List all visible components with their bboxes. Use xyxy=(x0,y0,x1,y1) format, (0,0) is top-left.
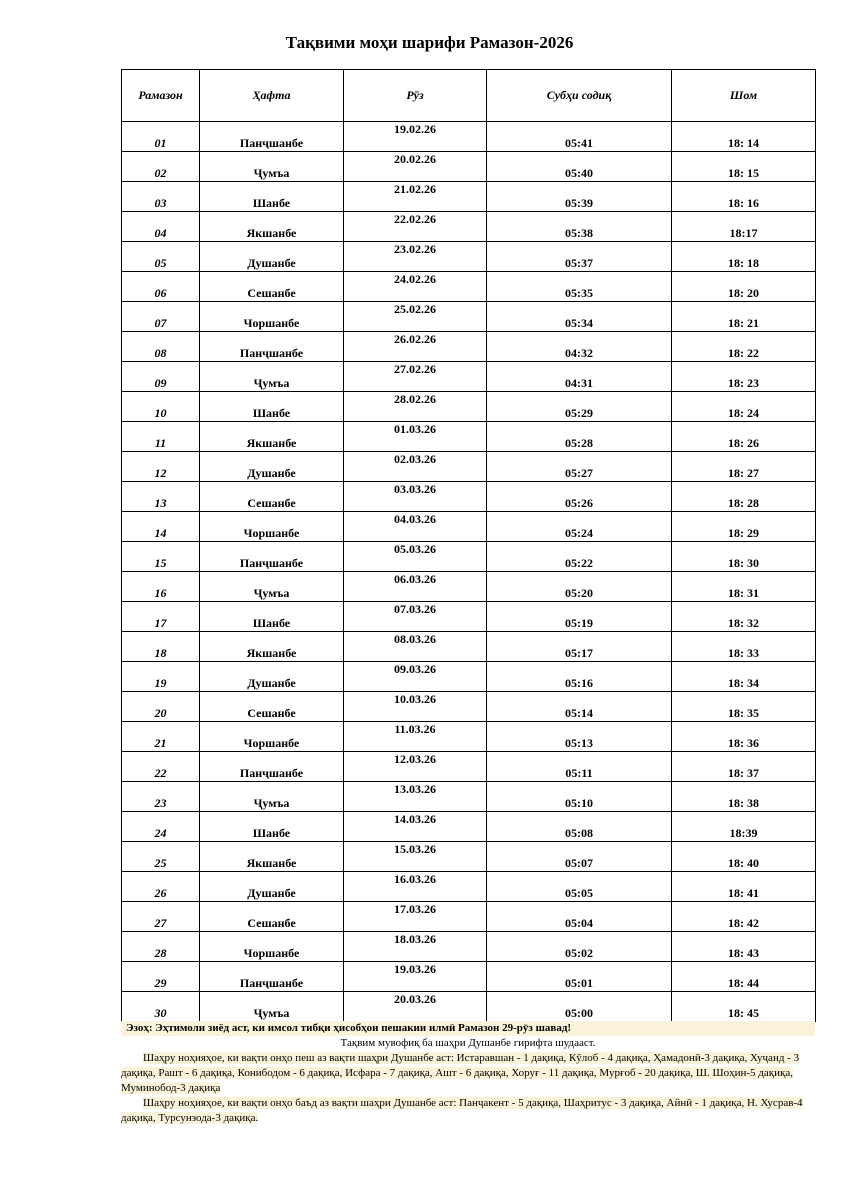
weekday-cell: Душанбе xyxy=(200,872,344,902)
date-cell: 07.03.26 xyxy=(344,602,487,632)
table-row xyxy=(122,332,816,362)
ramadan-day-number: 06 xyxy=(122,272,200,302)
later-cities-note: Шаҳру ноҳияҳое, ки вақти онҳо баъд аз вақти шаҳри Душанбе аст: Панҷакент - 5 дақиқа, Шаҳритус - 3 дақиқа, Айнӣ - 1 дақиқа, Н. Хусрав-4 дақиқа, Турсунзода-3 дақиқа. xyxy=(121,1097,803,1124)
table-row xyxy=(122,482,816,512)
fajr-time-cell: 05:02 xyxy=(487,932,672,962)
table-row xyxy=(122,512,816,542)
fajr-time-cell: 05:14 xyxy=(487,692,672,722)
maghrib-time-cell: 18: 30 xyxy=(672,542,816,572)
table-row xyxy=(122,272,816,302)
header-fajr: Субҳи содиқ xyxy=(487,70,672,122)
weekday-cell: Якшанбе xyxy=(200,212,344,242)
maghrib-time-cell: 18:17 xyxy=(672,212,816,242)
weekday-cell: Панҷшанбе xyxy=(200,542,344,572)
table-row xyxy=(122,242,816,272)
table-row xyxy=(122,362,816,392)
fajr-time-cell: 05:11 xyxy=(487,752,672,782)
maghrib-time-cell: 18: 15 xyxy=(672,152,816,182)
weekday-cell: Душанбе xyxy=(200,242,344,272)
ramadan-day-number: 07 xyxy=(122,302,200,332)
date-cell: 02.03.26 xyxy=(344,452,487,482)
table-row xyxy=(122,602,816,632)
ramadan-day-number: 22 xyxy=(122,752,200,782)
date-cell: 11.03.26 xyxy=(344,722,487,752)
weekday-cell: Ҷумъа xyxy=(200,992,344,1022)
ramadan-day-number: 21 xyxy=(122,722,200,752)
maghrib-time-cell: 18: 36 xyxy=(672,722,816,752)
header-weekday: Ҳафта xyxy=(200,70,344,122)
date-cell: 04.03.26 xyxy=(344,512,487,542)
fajr-time-cell: 05:05 xyxy=(487,872,672,902)
fajr-time-cell: 05:20 xyxy=(487,572,672,602)
table-row xyxy=(122,662,816,692)
date-cell: 18.03.26 xyxy=(344,932,487,962)
ramadan-day-number: 11 xyxy=(122,422,200,452)
maghrib-time-cell: 18: 27 xyxy=(672,452,816,482)
ramadan-day-number: 04 xyxy=(122,212,200,242)
weekday-cell: Шанбе xyxy=(200,392,344,422)
ramadan-day-number: 29 xyxy=(122,962,200,992)
fajr-time-cell: 05:10 xyxy=(487,782,672,812)
weekday-cell: Душанбе xyxy=(200,662,344,692)
date-cell: 28.02.26 xyxy=(344,392,487,422)
date-cell: 21.02.26 xyxy=(344,182,487,212)
table-row xyxy=(122,122,816,152)
fajr-time-cell: 05:07 xyxy=(487,842,672,872)
maghrib-time-cell: 18: 45 xyxy=(672,992,816,1022)
date-cell: 06.03.26 xyxy=(344,572,487,602)
date-cell: 27.02.26 xyxy=(344,362,487,392)
ramadan-day-number: 14 xyxy=(122,512,200,542)
date-cell: 26.02.26 xyxy=(344,332,487,362)
notes-section xyxy=(121,1021,815,1126)
date-cell: 19.03.26 xyxy=(344,962,487,992)
table-body xyxy=(122,122,816,1022)
maghrib-time-cell: 18: 44 xyxy=(672,962,816,992)
weekday-cell: Сешанбе xyxy=(200,272,344,302)
date-cell: 14.03.26 xyxy=(344,812,487,842)
weekday-cell: Панҷшанбе xyxy=(200,332,344,362)
ramadan-day-number: 20 xyxy=(122,692,200,722)
table-row xyxy=(122,842,816,872)
ramadan-day-number: 19 xyxy=(122,662,200,692)
weekday-cell: Сешанбе xyxy=(200,902,344,932)
fajr-time-cell: 04:32 xyxy=(487,332,672,362)
weekday-cell: Ҷумъа xyxy=(200,152,344,182)
ramadan-day-number: 17 xyxy=(122,602,200,632)
date-cell: 16.03.26 xyxy=(344,872,487,902)
maghrib-time-cell: 18: 40 xyxy=(672,842,816,872)
maghrib-time-cell: 18:39 xyxy=(672,812,816,842)
maghrib-time-cell: 18: 18 xyxy=(672,242,816,272)
ramadan-calendar-table xyxy=(121,69,816,1022)
ramadan-day-number: 10 xyxy=(122,392,200,422)
ramadan-day-number: 02 xyxy=(122,152,200,182)
table-row xyxy=(122,452,816,482)
weekday-cell: Якшанбе xyxy=(200,632,344,662)
date-cell: 19.02.26 xyxy=(344,122,487,152)
ramadan-day-number: 01 xyxy=(122,122,200,152)
maghrib-time-cell: 18: 20 xyxy=(672,272,816,302)
weekday-cell: Шанбе xyxy=(200,182,344,212)
table-row xyxy=(122,302,816,332)
fajr-time-cell: 05:17 xyxy=(487,632,672,662)
table-row xyxy=(122,212,816,242)
fajr-time-cell: 05:34 xyxy=(487,302,672,332)
date-cell: 17.03.26 xyxy=(344,902,487,932)
table-row xyxy=(122,932,816,962)
date-cell: 24.02.26 xyxy=(344,272,487,302)
date-cell: 09.03.26 xyxy=(344,662,487,692)
ramadan-day-number: 27 xyxy=(122,902,200,932)
maghrib-time-cell: 18: 43 xyxy=(672,932,816,962)
maghrib-time-cell: 18: 42 xyxy=(672,902,816,932)
date-cell: 20.03.26 xyxy=(344,992,487,1022)
fajr-time-cell: 05:29 xyxy=(487,392,672,422)
weekday-cell: Чоршанбе xyxy=(200,302,344,332)
weekday-cell: Чоршанбе xyxy=(200,512,344,542)
maghrib-time-cell: 18: 41 xyxy=(672,872,816,902)
date-cell: 25.02.26 xyxy=(344,302,487,332)
weekday-cell: Панҷшанбе xyxy=(200,122,344,152)
table-row xyxy=(122,392,816,422)
ramadan-day-number: 18 xyxy=(122,632,200,662)
ramadan-day-number: 15 xyxy=(122,542,200,572)
table-row xyxy=(122,422,816,452)
maghrib-time-cell: 18: 28 xyxy=(672,482,816,512)
maghrib-time-cell: 18: 22 xyxy=(672,332,816,362)
weekday-cell: Ҷумъа xyxy=(200,782,344,812)
warning-note: Эзоҳ: Эҳтимоли зиёд аст, ки имсол тибқи ҳисобҳои пешакии илмӣ Рамазон 29-рӯз шавад! xyxy=(121,1021,815,1036)
date-cell: 08.03.26 xyxy=(344,632,487,662)
fajr-time-cell: 05:22 xyxy=(487,542,672,572)
date-cell: 03.03.26 xyxy=(344,482,487,512)
ramadan-day-number: 30 xyxy=(122,992,200,1022)
weekday-cell: Сешанбе xyxy=(200,482,344,512)
fajr-time-cell: 04:31 xyxy=(487,362,672,392)
maghrib-time-cell: 18: 24 xyxy=(672,392,816,422)
weekday-cell: Шанбе xyxy=(200,812,344,842)
table-row xyxy=(122,152,816,182)
fajr-time-cell: 05:38 xyxy=(487,212,672,242)
table-row xyxy=(122,902,816,932)
weekday-cell: Ҷумъа xyxy=(200,362,344,392)
header-maghrib: Шом xyxy=(672,70,816,122)
maghrib-time-cell: 18: 29 xyxy=(672,512,816,542)
ramadan-day-number: 25 xyxy=(122,842,200,872)
maghrib-time-cell: 18: 14 xyxy=(672,122,816,152)
weekday-cell: Душанбе xyxy=(200,452,344,482)
fajr-time-cell: 05:41 xyxy=(487,122,672,152)
date-cell: 10.03.26 xyxy=(344,692,487,722)
fajr-time-cell: 05:00 xyxy=(487,992,672,1022)
weekday-cell: Панҷшанбе xyxy=(200,962,344,992)
ramadan-day-number: 24 xyxy=(122,812,200,842)
maghrib-time-cell: 18: 37 xyxy=(672,752,816,782)
weekday-cell: Якшанбе xyxy=(200,422,344,452)
date-cell: 05.03.26 xyxy=(344,542,487,572)
maghrib-time-cell: 18: 35 xyxy=(672,692,816,722)
table-row xyxy=(122,812,816,842)
maghrib-time-cell: 18: 33 xyxy=(672,632,816,662)
maghrib-time-cell: 18: 26 xyxy=(672,422,816,452)
table-row xyxy=(122,752,816,782)
table-row xyxy=(122,962,816,992)
ramadan-day-number: 08 xyxy=(122,332,200,362)
maghrib-time-cell: 18: 31 xyxy=(672,572,816,602)
weekday-cell: Чоршанбе xyxy=(200,932,344,962)
weekday-cell: Шанбе xyxy=(200,602,344,632)
weekday-cell: Чоршанбе xyxy=(200,722,344,752)
fajr-time-cell: 05:01 xyxy=(487,962,672,992)
table-row xyxy=(122,992,816,1022)
fajr-time-cell: 05:13 xyxy=(487,722,672,752)
maghrib-time-cell: 18: 34 xyxy=(672,662,816,692)
table-row xyxy=(122,782,816,812)
date-cell: 22.02.26 xyxy=(344,212,487,242)
header-date: Рӯз xyxy=(344,70,487,122)
table-row xyxy=(122,542,816,572)
maghrib-time-cell: 18: 32 xyxy=(672,602,816,632)
table-row xyxy=(122,572,816,602)
header-ramadan-day: Рамазон xyxy=(122,70,200,122)
basis-note: Тақвим мувофиқ ба шаҳри Душанбе гирифта шудааст. xyxy=(340,1037,596,1049)
ramadan-day-number: 09 xyxy=(122,362,200,392)
ramadan-day-number: 26 xyxy=(122,872,200,902)
ramadan-day-number: 13 xyxy=(122,482,200,512)
maghrib-time-cell: 18: 23 xyxy=(672,362,816,392)
table-row xyxy=(122,182,816,212)
fajr-time-cell: 05:24 xyxy=(487,512,672,542)
maghrib-time-cell: 18: 21 xyxy=(672,302,816,332)
table-row xyxy=(122,632,816,662)
date-cell: 20.02.26 xyxy=(344,152,487,182)
ramadan-day-number: 28 xyxy=(122,932,200,962)
ramadan-day-number: 03 xyxy=(122,182,200,212)
fajr-time-cell: 05:35 xyxy=(487,272,672,302)
maghrib-time-cell: 18: 38 xyxy=(672,782,816,812)
maghrib-time-cell: 18: 16 xyxy=(672,182,816,212)
fajr-time-cell: 05:27 xyxy=(487,452,672,482)
date-cell: 13.03.26 xyxy=(344,782,487,812)
fajr-time-cell: 05:40 xyxy=(487,152,672,182)
fajr-time-cell: 05:19 xyxy=(487,602,672,632)
page-title: Тақвими моҳи шарифи Рамазон-2026 xyxy=(285,33,574,52)
ramadan-day-number: 16 xyxy=(122,572,200,602)
ramadan-day-number: 12 xyxy=(122,452,200,482)
weekday-cell: Якшанбе xyxy=(200,842,344,872)
weekday-cell: Ҷумъа xyxy=(200,572,344,602)
weekday-cell: Панҷшанбе xyxy=(200,752,344,782)
fajr-time-cell: 05:16 xyxy=(487,662,672,692)
fajr-time-cell: 05:04 xyxy=(487,902,672,932)
fajr-time-cell: 05:37 xyxy=(487,242,672,272)
ramadan-day-number: 23 xyxy=(122,782,200,812)
fajr-time-cell: 05:26 xyxy=(487,482,672,512)
date-cell: 01.03.26 xyxy=(344,422,487,452)
date-cell: 23.02.26 xyxy=(344,242,487,272)
earlier-cities-note: Шаҳру ноҳияҳое, ки вақти онҳо пеш аз вақти шаҳри Душанбе аст: Истаравшан - 1 дақиқа, Кӯлоб - 4 дақиқа, Ҳамадонӣ-3 дақиқа, Хуҷанд - 3 дақиқа, Рашт - 6 дақиқа, Конибодом - 6 дақиқа, Исфара - 7 дақиқа, Ашт - 6 дақиқа, Хоруғ - 11 дақиқа, Мурғоб - 20 дақиқа, Ш. Шоҳин-5 дақиқа, Муминобод-3 дақиқа xyxy=(121,1052,800,1094)
fajr-time-cell: 05:39 xyxy=(487,182,672,212)
date-cell: 12.03.26 xyxy=(344,752,487,782)
table-row xyxy=(122,692,816,722)
fajr-time-cell: 05:08 xyxy=(487,812,672,842)
fajr-time-cell: 05:28 xyxy=(487,422,672,452)
date-cell: 15.03.26 xyxy=(344,842,487,872)
ramadan-day-number: 05 xyxy=(122,242,200,272)
table-row xyxy=(122,722,816,752)
table-row xyxy=(122,872,816,902)
weekday-cell: Сешанбе xyxy=(200,692,344,722)
table-header-row xyxy=(122,70,816,122)
